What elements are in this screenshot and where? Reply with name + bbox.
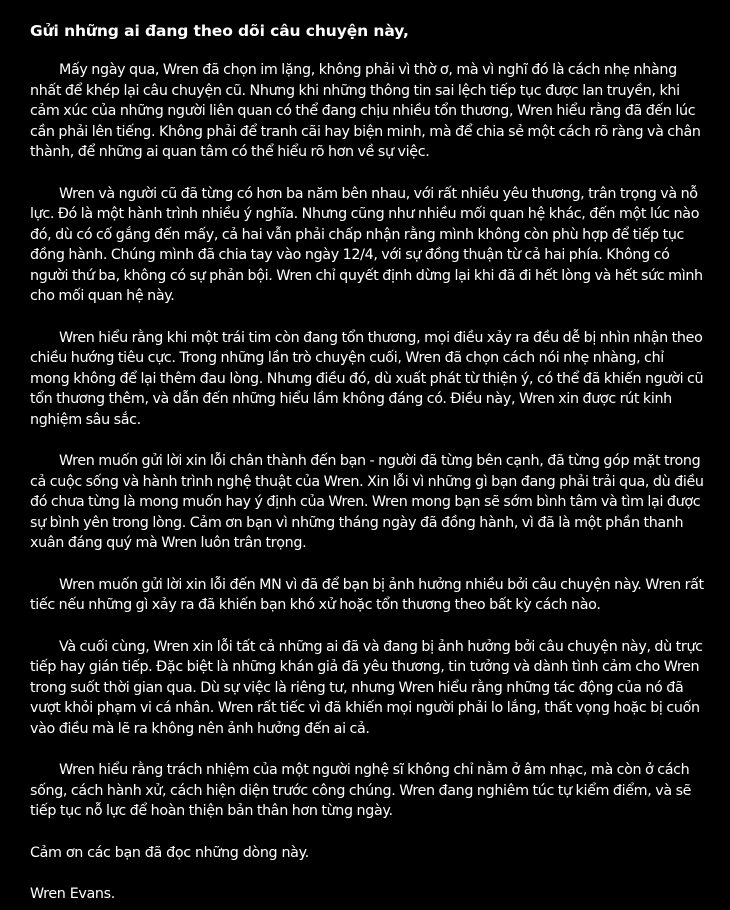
letter-signature: Wren Evans. bbox=[30, 886, 115, 902]
letter-paragraph-4: Wren muốn gửi lời xin lỗi chân thành đến bạn - người đã từng bên cạnh, đã từng góp mặt trong cả cuộc sống và hành trình nghệ thuật của Wren. Xin lỗi vì những gì bạn đang phải trải qua, dù điều đó chưa từng là mong muốn hay ý định của Wren. Wren mong bạn sẽ sớm bình tâm và tìm lại được sự bình yên trong lòng. Cảm ơn bạn vì những tháng ngày đã đồng hành, vì đã là một phần thanh xuân đáng quý mà Wren luôn trân trọng. bbox=[30, 453, 704, 551]
letter-paragraph-5: Wren muốn gửi lời xin lỗi đến MN vì đã để bạn bị ảnh hưởng nhiều bởi câu chuyện này. Wren rất tiếc nếu những gì xảy ra đã khiến bạn khó xử hoặc tổn thương theo bất kỳ cách nào. bbox=[30, 576, 704, 613]
letter-paragraph-2: Wren và người cũ đã từng có hơn ba năm bên nhau, với rất nhiều yêu thương, trân trọng và nỗ lực. Đó là một hành trình nhiều ý nghĩa. Nhưng cũng như nhiều mối quan hệ khác, đến một lúc nào đó, dù có cố gắng đến mấy, cả hai vẫn phải chấp nhận rằng mình không còn phù hợp để tiếp tục đồng hành. Chúng mình đã chia tay vào ngày 12/4, với sự đồng thuận từ cả hai phía. Không có người thứ ba, không có sự phản bội. Wren chỉ quyết định dừng lại khi đã đi hết lòng và hết sức mình cho mối quan hệ này. bbox=[30, 185, 703, 304]
letter-greeting: Gửi những ai đang theo dõi câu chuyện này, bbox=[30, 22, 409, 40]
letter-paragraph-7: Wren hiểu rằng trách nhiệm của một người nghệ sĩ không chỉ nằm ở âm nhạc, mà còn ở cách sống, cách hành xử, cách hiện diện trước công chúng. Wren đang nghiêm túc tự kiểm điểm, và sẽ tiếp tục nỗ lực để hoàn thiện bản thân hơn từng ngày. bbox=[30, 762, 692, 819]
letter-paragraph-1: Mấy ngày qua, Wren đã chọn im lặng, không phải vì thờ ơ, mà vì nghĩ đó là cách nhẹ nhàng nhất để khép lại câu chuyện cũ. Nhưng khi những thông tin sai lệch tiếp tục được lan truyền, khi cảm xúc của những người liên quan có thể đang chịu nhiều tổn thương, Wren hiểu rằng đã đến lúc cần phải lên tiếng. Không phải để tranh cãi hay biện minh, mà để chia sẻ một cách rõ ràng và chân thành, để những ai quan tâm có thể hiểu rõ hơn về sự việc. bbox=[30, 62, 701, 160]
letter-body bbox=[30, 20, 706, 905]
letter-paragraph-3: Wren hiểu rằng khi một trái tim còn đang tổn thương, mọi điều xảy ra đều dễ bị nhìn nhận theo chiều hướng tiêu cực. Trong những lần trò chuyện cuối, Wren đã chọn cách nói nhẹ nhàng, chỉ mong không để lại thêm đau lòng. Nhưng điều đó, dù xuất phát từ thiện ý, có thể đã khiến người cũ tổn thương thêm, và dẫn đến những hiểu lầm không đáng có. Điều này, Wren xin được rút kinh nghiệm sâu sắc. bbox=[30, 329, 704, 428]
letter-paragraph-6: Và cuối cùng, Wren xin lỗi tất cả những ai đã và đang bị ảnh hưởng bởi câu chuyện này, dù trực tiếp hay gián tiếp. Đặc biệt là những khán giả đã yêu thương, tin tưởng và dành tình cảm cho Wren trong suốt thời gian qua. Dù sự việc là riêng tư, nhưng Wren hiểu rằng những tác động của nó đã vượt khỏi phạm vi cá nhân. Wren rất tiếc vì đã khiến mọi người phải lo lắng, thất vọng hoặc bị cuốn vào điều mà lẽ ra không nên ảnh hưởng đến ai cả. bbox=[30, 638, 703, 737]
letter-closing: Cảm ơn các bạn đã đọc những dòng này. bbox=[30, 844, 309, 861]
